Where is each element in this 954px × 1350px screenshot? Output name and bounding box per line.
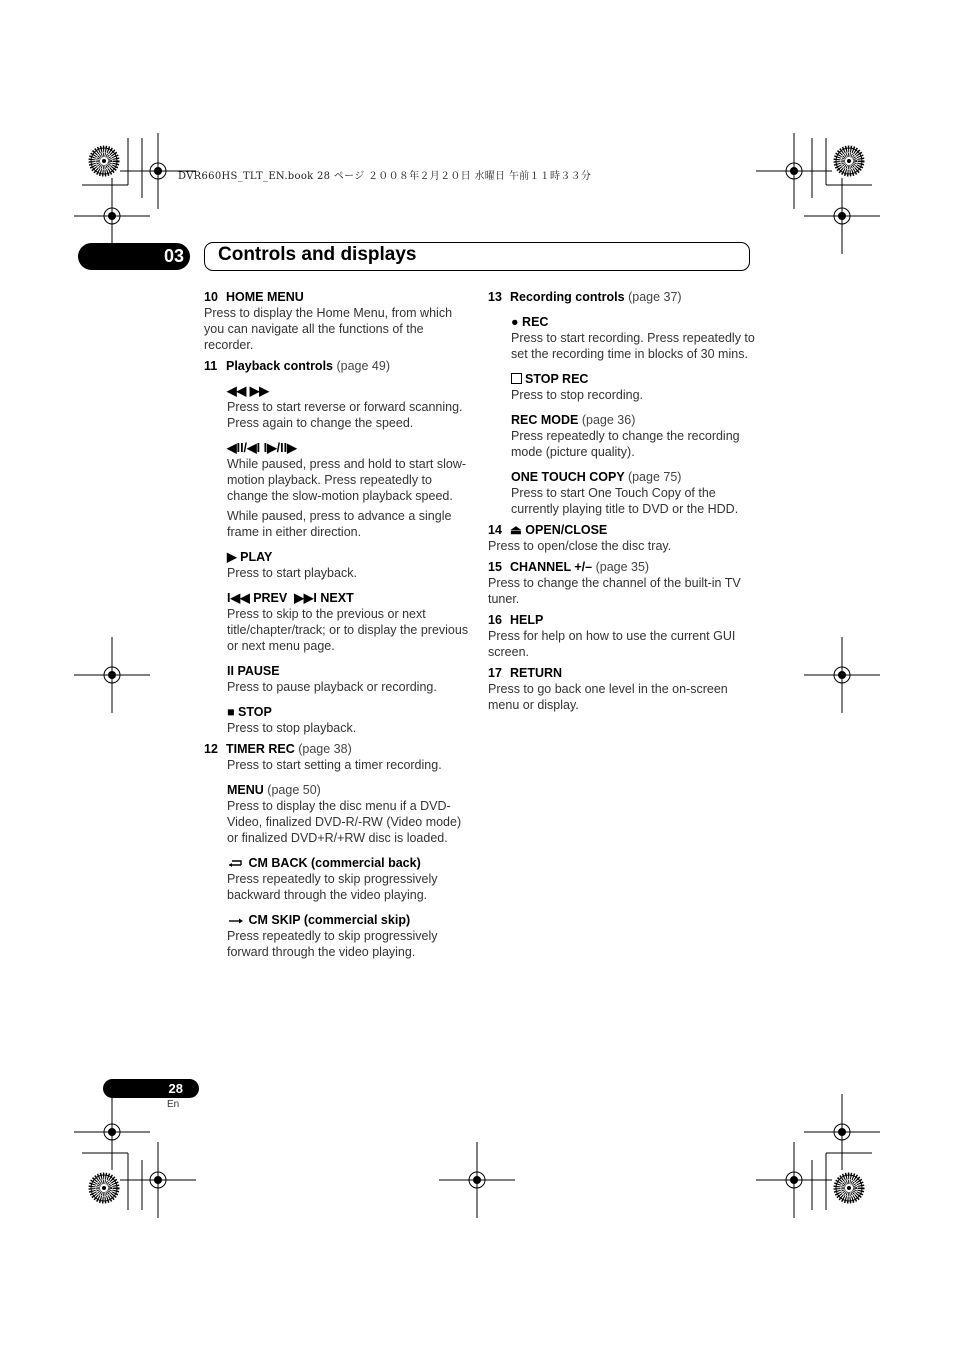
sub-rec <box>511 314 756 362</box>
page-ref: (page 35) <box>595 560 650 574</box>
item-description: Press to change the channel of the built-in TV tuner. <box>488 576 741 606</box>
item-description: Press to start setting a timer recording. <box>227 758 442 772</box>
registration-mark <box>804 1094 880 1170</box>
item-title: HOME MENU <box>226 290 304 304</box>
item-title: OPEN/CLOSE <box>525 523 608 537</box>
chapter-tab <box>78 243 190 270</box>
sub-title: STOP REC <box>525 372 589 386</box>
right-column <box>488 289 756 718</box>
sub-description: While paused, press and hold to start slow-motion playback. Press repeatedly to change the slow-motion playback speed. <box>227 457 467 503</box>
item-number: 13 <box>488 290 502 304</box>
item-number: 17 <box>488 666 502 680</box>
sub-title: MENU <box>227 783 264 797</box>
sub-menu <box>227 782 472 846</box>
item-title: Playback controls <box>226 359 333 373</box>
chapter-title: Controls and displays <box>218 244 417 265</box>
sub-description: While paused, press to advance a single frame in either direction. <box>227 509 452 539</box>
sub-description: Press to start recording. Press repeatedly to set the recording time in blocks of 30 mins. <box>511 331 755 361</box>
item-title: CHANNEL +/– <box>510 560 593 574</box>
sub-stop <box>227 704 472 736</box>
sub-description: Press repeatedly to skip progressively backward through the video playing. <box>227 872 438 902</box>
disc-registration-mark <box>91 148 117 174</box>
registration-mark <box>74 1094 150 1170</box>
sub-title: PAUSE <box>237 664 280 678</box>
item-playback-controls <box>204 358 472 736</box>
sub-description: Press to stop recording. <box>511 388 644 402</box>
item-open-close <box>488 522 756 554</box>
sub-prev-next <box>227 590 472 654</box>
item-title: TIMER REC <box>226 742 295 756</box>
cm-skip-icon <box>227 914 245 926</box>
item-help <box>488 612 756 660</box>
eject-icon: ⏏ <box>510 523 522 537</box>
sub-title: REC MODE <box>511 413 579 427</box>
registration-mark <box>756 133 832 209</box>
print-header: DVR660HS_TLT_EN.book 28 ページ ２００８年２月２０日 水曜日 午前１１時３３分 <box>178 171 592 182</box>
sub-title: CM SKIP (commercial skip) <box>248 913 411 927</box>
page-ref: (page 75) <box>627 470 682 484</box>
page-number-tab <box>103 1079 199 1098</box>
disc-registration-mark <box>91 1175 117 1201</box>
registration-mark <box>804 178 880 254</box>
item-title: HELP <box>510 613 544 627</box>
page-ref: (page 50) <box>267 783 321 797</box>
page-ref: (page 37) <box>628 290 682 304</box>
left-column <box>204 289 472 965</box>
sub-pause <box>227 663 472 695</box>
page-number: 28 <box>168 1081 183 1096</box>
page-ref: (page 49) <box>336 359 390 373</box>
item-title: RETURN <box>510 666 563 680</box>
item-number: 12 <box>204 742 218 756</box>
record-icon: ● <box>511 315 519 329</box>
page-ref: (page 36) <box>581 413 636 427</box>
sub-slow <box>227 440 472 540</box>
sub-description: Press to pause playback or recording. <box>227 680 437 694</box>
sub-title: PREV <box>253 591 288 605</box>
sub-title: STOP <box>238 705 272 719</box>
play-icon: ▶ <box>227 550 237 564</box>
registration-mark <box>439 1142 515 1218</box>
registration-mark <box>74 637 150 713</box>
rewind-forward-icon: ◀◀ ▶▶ <box>227 384 269 398</box>
sub-title: REC <box>522 315 549 329</box>
sub-description: Press repeatedly to skip progressively forward through the video playing. <box>227 929 438 959</box>
sub-title: PLAY <box>240 550 273 564</box>
page-language: En <box>167 1099 180 1110</box>
item-description: Press for help on how to use the current GUI screen. <box>488 629 736 659</box>
item-description: Press to open/close the disc tray. <box>488 539 672 553</box>
item-title: Recording controls <box>510 290 625 304</box>
item-number: 11 <box>204 359 218 373</box>
item-recording-controls <box>488 289 756 517</box>
registration-mark <box>120 1142 196 1218</box>
item-timer-rec <box>204 741 472 960</box>
item-channel <box>488 559 756 607</box>
sub-scan <box>227 383 472 431</box>
sub-description: Press to start reverse or forward scanning. Press again to change the speed. <box>227 400 463 430</box>
sub-stop-rec <box>511 371 756 403</box>
sub-description: Press to start One Touch Copy of the currently playing title to DVD or the HDD. <box>511 486 739 516</box>
disc-registration-mark <box>836 1175 862 1201</box>
item-description: Press to display the Home Menu, from which you can navigate all the functions of the recorder. <box>204 306 453 352</box>
page-ref: (page 38) <box>298 742 352 756</box>
sub-description: Press repeatedly to change the recording mode (picture quality). <box>511 429 740 459</box>
sub-play <box>227 549 472 581</box>
sub-cm-skip <box>227 912 472 960</box>
sub-description: Press to start playback. <box>227 566 357 580</box>
sub-title: CM BACK (commercial back) <box>248 856 421 870</box>
slow-step-icon: ◀II/◀I I▶/II▶ <box>227 441 297 455</box>
item-home-menu <box>204 289 472 353</box>
sub-description: Press to stop playback. <box>227 721 357 735</box>
previous-icon: I◀◀ <box>227 591 250 605</box>
sub-title: NEXT <box>320 591 354 605</box>
item-number: 16 <box>488 613 502 627</box>
registration-mark <box>756 1142 832 1218</box>
item-number: 10 <box>204 290 218 304</box>
sub-title: ONE TOUCH COPY <box>511 470 625 484</box>
next-icon: ▶▶I <box>294 591 317 605</box>
item-number: 15 <box>488 560 502 574</box>
pause-icon: II <box>227 664 234 678</box>
cm-back-icon <box>227 857 245 869</box>
stop-rec-icon <box>511 373 522 384</box>
item-description: Press to go back one level in the on-screen menu or display. <box>488 682 728 712</box>
stop-icon: ■ <box>227 705 235 719</box>
sub-description: Press to display the disc menu if a DVD-Video, finalized DVD-R/-RW (Video mode) or finalized DVD+R/+RW disc is loaded. <box>227 799 462 845</box>
chapter-title-box <box>204 242 750 271</box>
item-return <box>488 665 756 713</box>
item-number: 14 <box>488 523 502 537</box>
disc-registration-mark <box>836 148 862 174</box>
sub-one-touch-copy <box>511 469 756 517</box>
chapter-number: 03 <box>163 246 184 266</box>
sub-description: Press to skip to the previous or next title/chapter/track; or to display the previous or next menu page. <box>227 607 469 653</box>
sub-cm-back <box>227 855 472 903</box>
sub-rec-mode <box>511 412 756 460</box>
registration-mark <box>804 637 880 713</box>
